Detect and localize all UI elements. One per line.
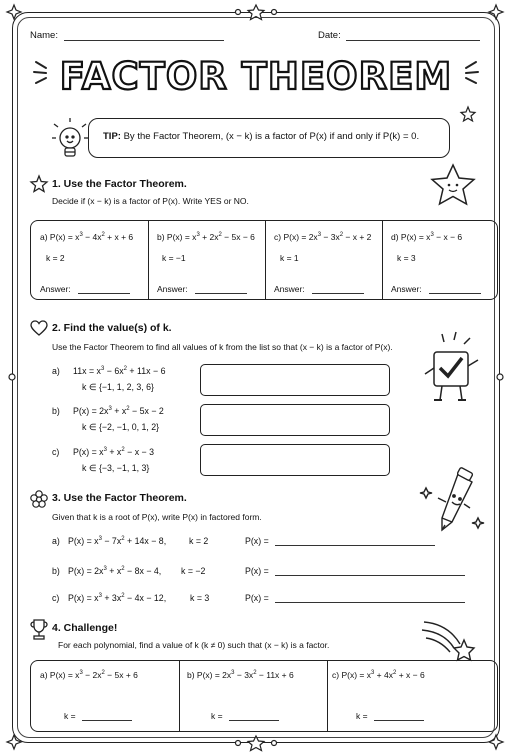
s1-answer-field-d[interactable] — [429, 293, 481, 294]
s3-answer-label-a: P(x) = — [245, 536, 269, 546]
s3-poly-c: $P(x) = x^3 + 3x^2 - 4x - 12$, — [68, 593, 167, 603]
date-label: Date: — [318, 30, 341, 41]
s3-letter-a: a) — [52, 536, 60, 546]
border-dot — [272, 10, 277, 15]
trophy-icon — [28, 618, 50, 640]
s1-k-d: k = 3 — [397, 253, 416, 263]
s1-k-c: k = 1 — [280, 253, 299, 263]
s2-poly-c: $P(x) = x^3 + x^2 - x - 3$ — [73, 447, 155, 457]
section3-title: 3. Use the Factor Theorem. — [52, 492, 187, 504]
shooting-star-icon — [420, 618, 486, 664]
s1-k-a: k = 2 — [46, 253, 65, 263]
s2-letter-c: c) — [52, 447, 60, 457]
tip-box — [88, 118, 450, 158]
name-field[interactable] — [64, 40, 224, 41]
small-star-icon — [460, 106, 476, 122]
s1-poly-a: a) $P(x) = x^3 - 4x^2 + x + 6$ — [40, 232, 134, 242]
checkbox-character-icon — [420, 330, 486, 406]
s4-poly-a: a) $P(x) = x^3 - 2x^2 - 5x + 6$ — [40, 670, 138, 680]
s1-k-b: k = −1 — [162, 253, 186, 263]
flower-icon — [30, 490, 48, 508]
s2-answer-box-c[interactable] — [200, 444, 390, 476]
s2-set-c: k ∈ {−3, −1, 1, 3} — [82, 463, 150, 473]
border-dot — [236, 10, 241, 15]
s3-answer-field-b[interactable] — [275, 575, 465, 576]
title-sparkle-left-icon — [28, 58, 58, 88]
border-dot — [9, 374, 15, 380]
section2-title: 2. Find the value(s) of k. — [52, 322, 172, 334]
section2-instruction: Use the Factor Theorem to find all values of k from the list so that (x − k) is a factor of P(x). — [52, 342, 393, 352]
s1-answer-label-a: Answer: — [40, 284, 71, 294]
smiling-star-icon — [428, 162, 478, 208]
section3-instruction: Given that k is a root of P(x), write P(x) in factored form. — [52, 512, 262, 522]
s3-k-c: k = 3 — [190, 593, 210, 603]
s4-answer-field-a[interactable] — [82, 720, 132, 721]
s1-answer-field-a[interactable] — [78, 293, 130, 294]
section1-title: 1. Use the Factor Theorem. — [52, 178, 187, 190]
corner-sparkle-icon — [489, 735, 503, 749]
tip-label: TIP: — [103, 131, 121, 142]
s2-letter-a: a) — [52, 366, 60, 376]
s3-k-a: k = 2 — [189, 536, 209, 546]
lightbulb-icon — [52, 118, 88, 166]
corner-sparkle-icon — [7, 735, 21, 749]
s4-answer-field-b[interactable] — [229, 720, 279, 721]
s1-poly-c: c) $P(x) = 2x^3 - 3x^2 - x + 2$ — [274, 232, 372, 242]
s4-poly-b: b) $P(x) = 2x^3 - 3x^2 - 11x + 6$ — [187, 670, 294, 680]
s3-answer-field-c[interactable] — [275, 602, 465, 603]
title-sparkle-right-icon — [456, 58, 486, 88]
corner-sparkle-icon — [489, 5, 503, 19]
s2-answer-box-a[interactable] — [200, 364, 390, 396]
s4-k-label-c: k = — [356, 711, 368, 721]
name-label: Name: — [30, 30, 58, 41]
border-star-top-icon — [248, 5, 264, 20]
s3-answer-label-b: P(x) = — [245, 566, 269, 576]
border-star-bottom-icon — [248, 736, 264, 751]
section4-instruction: For each polynomial, find a value of k (k ≠ 0) such that (x − k) is a factor. — [58, 640, 330, 650]
s1-answer-label-d: Answer: — [391, 284, 422, 294]
s3-poly-b: $P(x) = 2x^3 + x^2 - 8x - 4$, — [68, 566, 162, 576]
s2-answer-box-b[interactable] — [200, 404, 390, 436]
s3-answer-label-c: P(x) = — [245, 593, 269, 603]
s1-poly-b: b) $P(x) = x^3 + 2x^2 - 5x - 6$ — [157, 232, 255, 242]
s1-answer-field-b[interactable] — [195, 293, 247, 294]
s1-answer-field-c[interactable] — [312, 293, 364, 294]
s3-poly-a: $P(x) = x^3 - 7x^2 + 14x - 8$, — [68, 536, 167, 546]
border-dot — [497, 374, 503, 380]
heart-icon — [30, 320, 48, 336]
s4-answer-field-c[interactable] — [374, 720, 424, 721]
s2-set-b: k ∈ {−2, −1, 0, 1, 2} — [82, 422, 160, 432]
s1-answer-label-c: Answer: — [274, 284, 305, 294]
s2-poly-b: $P(x) = 2x^3 + x^2 - 5x - 2$ — [73, 406, 164, 416]
s2-letter-b: b) — [52, 406, 60, 416]
s1-poly-d: d) $P(x) = x^3 - x - 6$ — [391, 232, 463, 242]
section1-instruction: Decide if (x − k) is a factor of P(x). Write YES or NO. — [52, 196, 249, 206]
title-area — [56, 45, 456, 105]
tip-text: By the Factor Theorem, (x − k) is a factor of P(x) if and only if P(k) = 0. — [123, 131, 420, 142]
star-icon — [30, 175, 48, 193]
s2-poly-a: $11x = x^3 - 6x^2 + 11x - 6$ — [73, 366, 166, 376]
s4-k-label-b: k = — [211, 711, 223, 721]
corner-sparkle-icon — [7, 5, 21, 19]
s4-k-label-a: k = — [64, 711, 76, 721]
section4-title: 4. Challenge! — [52, 622, 118, 634]
border-dot — [272, 741, 277, 746]
s3-letter-c: c) — [52, 593, 60, 603]
border-dot — [236, 741, 241, 746]
s3-answer-field-a[interactable] — [275, 545, 435, 546]
s4-poly-c: c) $P(x) = x^3 + 4x^2 + x - 6$ — [332, 670, 425, 680]
s2-set-a: k ∈ {−1, 1, 2, 3, 6} — [82, 382, 154, 392]
pencil-character-icon — [418, 468, 488, 542]
date-field[interactable] — [346, 40, 480, 41]
s3-k-b: k = −2 — [181, 566, 206, 576]
s3-letter-b: b) — [52, 566, 60, 576]
page-title: FACTOR THEOREM — [59, 55, 453, 98]
s1-answer-label-b: Answer: — [157, 284, 188, 294]
